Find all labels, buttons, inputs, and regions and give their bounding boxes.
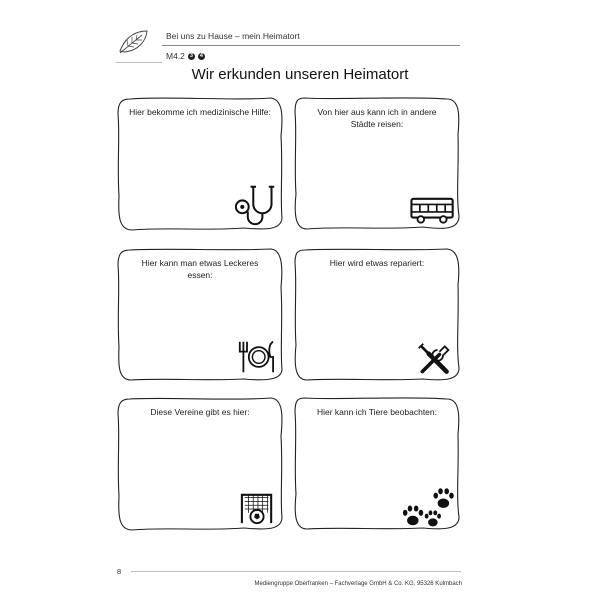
stethoscope-icon [232,184,280,226]
bus-icon [409,196,457,226]
page-number: 8 [117,567,122,576]
paw-prints-icon [401,488,459,530]
card-label: Hier wird etwas repariert: [329,258,425,268]
unit-title: Bei uns zu Hause – mein Heimatort [166,31,300,41]
worksheet-number: M4.2 [166,51,185,61]
card-animals [293,396,461,531]
worksheet-code [166,51,205,61]
card-medical-help [116,96,284,231]
soccer-goal-icon [240,492,274,526]
card-label: Von hier aus kann ich in andere Städte reisen: [317,107,437,129]
header-left-rule [116,62,162,63]
card-label: Hier kann man etwas Leckeres essen: [141,258,259,280]
card-travel [293,96,461,231]
card-clubs [116,396,284,531]
header-divider [162,45,460,46]
card-label: Hier kann ich Tiere beobachten: [316,407,438,417]
card-label: Hier bekomme ich medizinische Hilfe: [129,107,271,117]
leaf-logo-icon [116,27,150,57]
level-badge-4: 4 [199,52,203,59]
card-food [116,247,284,382]
page-title: Wir erkunden unseren Heimatort [191,66,409,83]
card-repair [293,247,461,382]
plate-cutlery-icon [236,339,276,375]
level-badge-3: 3 [189,52,193,59]
tools-icon [415,341,453,377]
publisher-line: Mediengruppe Oberfranken – Fachverlage GmbH & Co. KG, 95326 Kulmbach [254,581,462,587]
footer-divider [131,571,461,572]
card-label: Diese Vereine gibt es hier: [150,407,250,417]
